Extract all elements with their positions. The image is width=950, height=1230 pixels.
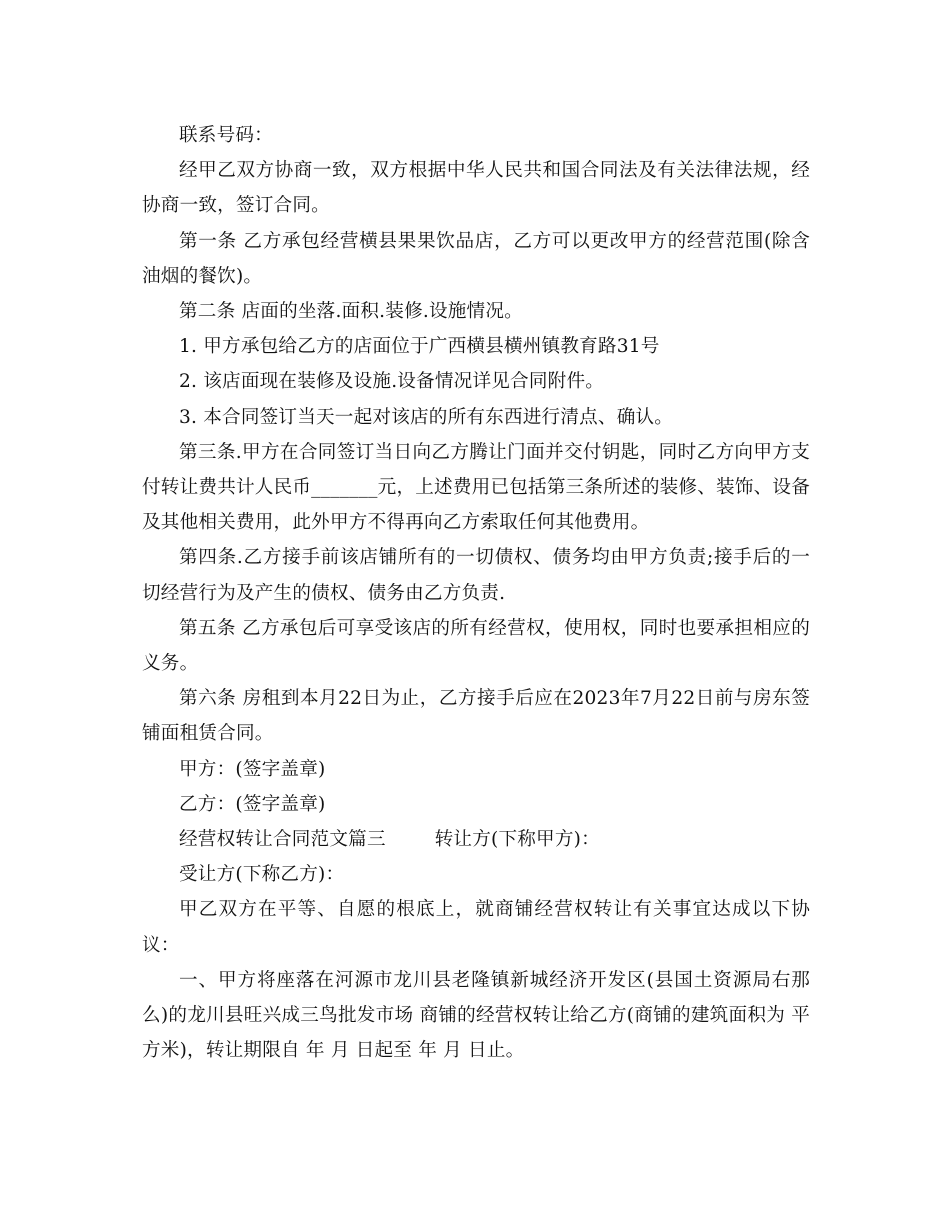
paragraph-article-4: 第四条.乙方接手前该店铺所有的一切债权、债务均由甲方负责;接手后的一切经营行为及产生的债权、债务由乙方负责. — [142, 547, 810, 604]
paragraph-contact-number: 联系号码： — [179, 125, 273, 146]
paragraph-article-6: 第六条 房租到本月22日为止，乙方接手后应在2023年7月22日前与房东签铺面租赁合同。 — [142, 688, 810, 745]
paragraph-article-2-item-1: 1. 甲方承包给乙方的店面位于广西横县横州镇教育路31号 — [179, 336, 660, 358]
paragraph-article-2-item-2: 2. 该店面现在装修及设施.设备情况详见合同附件。 — [179, 371, 605, 393]
paragraph-article-2: 第二条 店面的坐落.面积.装修.设施情况。 — [179, 301, 523, 323]
paragraph-party-b-signature: 乙方：(签字盖章) — [179, 793, 326, 815]
paragraph-party-a-signature: 甲方：(签字盖章) — [179, 758, 326, 780]
paragraph-article-5: 第五条 乙方承包后可享受该店的所有经营权，使用权，同时也要承担相应的义务。 — [142, 617, 810, 675]
paragraph-article-2-item-3: 3. 本合同签订当天一起对该店的所有东西进行清点、确认。 — [179, 406, 674, 428]
paragraph-article-1: 第一条 乙方承包经营横县果果饮品店，乙方可以更改甲方的经营范围(除含油烟的餐饮)。 — [142, 230, 810, 287]
paragraph-transfer-item-1: 一、甲方将座落在河源市龙川县老隆镇新城经济开发区(县国土资源局右那么)的龙川县旺兴成三鸟批发市场 商铺的经营权转让给乙方(商铺的建筑面积为 平方米)，转让期限自 年 月 日起至 年 月 日止。 — [142, 969, 810, 1062]
paragraph-agreement-intro: 经甲乙双方协商一致，双方根据中华人民共和国合同法及有关法律法规，经协商一致，签订合同。 — [142, 160, 810, 217]
paragraph-article-3: 第三条.甲方在合同签订当日向乙方腾让门面并交付钥匙，同时乙方向甲方支付转让费共计人民币_______元，上述费用已包括第三条所述的装修、装饰、设备及其他相关费用，此外甲方不得再向乙方索取任何其他费用。 — [142, 441, 810, 534]
paragraph-transfer-agreement: 甲乙双方在平等、自愿的根底上，就商铺经营权转让有关事宜达成以下协议： — [142, 899, 810, 956]
document-body — [142, 118, 810, 1068]
paragraph-transferee: 受让方(下称乙方)： — [179, 864, 345, 886]
paragraph-template-3-heading: 经营权转让合同范文篇三 转让方(下称甲方)： — [179, 829, 600, 851]
